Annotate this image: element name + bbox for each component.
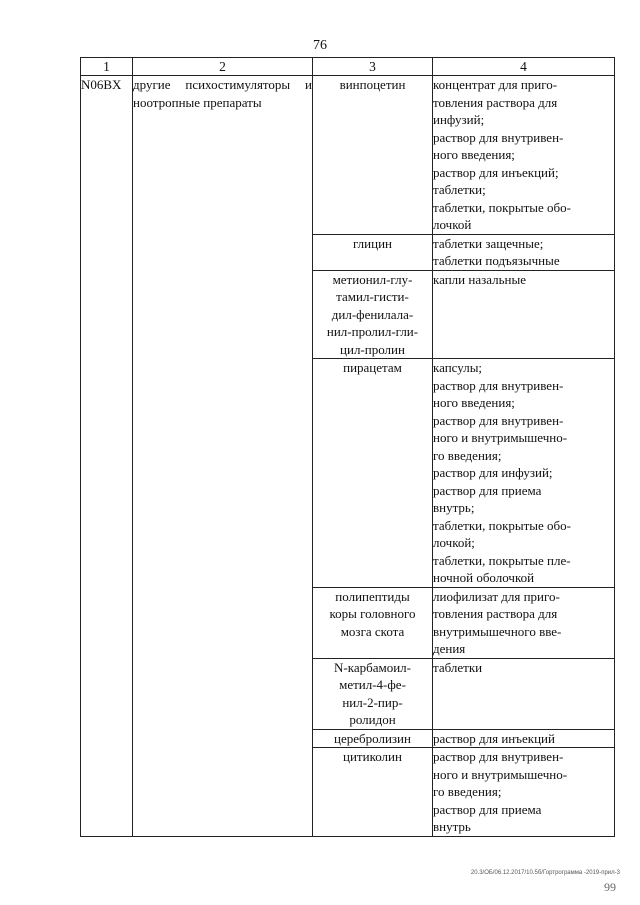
drug-name-line: цил-пролин [340, 341, 405, 357]
dosage-form-line: раствор для приема [433, 801, 542, 817]
drug-name-cell [313, 270, 433, 359]
dosage-form-line: раствор для внутривен- [433, 377, 564, 393]
dosage-form-line: таблетки, покрытые пле- [433, 552, 571, 568]
dosage-form-line: товления раствора для [433, 94, 558, 110]
dosage-form-line: раствор для инъекций; [433, 164, 559, 180]
dosage-form-line: внутрь; [433, 500, 475, 515]
drug-name-cell [313, 729, 433, 748]
table-row [81, 76, 615, 235]
drug-table [80, 57, 615, 837]
dosage-form-line: капсулы; [433, 360, 483, 375]
dosage-form-line: раствор для внутривен- [433, 749, 564, 764]
dosage-form-line: таблетки защечные; [433, 235, 544, 251]
dosage-form-line: таблетки; [433, 182, 486, 197]
drug-name-cell [313, 587, 433, 658]
dosage-form-cell [433, 658, 615, 729]
dosage-form-line: внутримышечного вве- [433, 623, 562, 639]
group-name-cell: другие психостимуляторы и ноотропные препараты [133, 76, 313, 837]
drug-name-line: тамил-гисти- [336, 289, 409, 304]
dosage-form-line: го введения; [433, 447, 502, 463]
column-header: 3 [313, 58, 433, 76]
dosage-form-line: таблетки [433, 659, 483, 675]
dosage-form-line: раствор для внутривен- [433, 129, 564, 145]
dosage-form-line: дения [433, 641, 466, 656]
drug-name-line: метил-4-фе- [339, 677, 406, 692]
dosage-form-line: концентрат для приго- [433, 77, 558, 92]
dosage-form-line: раствор для инъекций [433, 730, 555, 746]
dosage-form-line: ного и внутримышечно- [433, 430, 568, 445]
dosage-form-line: лиофилизат для приго- [433, 588, 560, 604]
drug-name-line: глицин [353, 235, 392, 251]
dosage-form-line: ного введения; [433, 147, 515, 162]
dosage-form-cell [433, 234, 615, 270]
drug-name-line: полипептиды [335, 588, 410, 604]
page-number: 76 [313, 38, 327, 53]
dosage-form-line: инфузий; [433, 112, 485, 127]
drug-name-line: ролидон [349, 712, 396, 727]
column-header: 4 [433, 58, 615, 76]
sheet-number: 99 [604, 880, 616, 894]
atc-code-cell: N06BX [81, 76, 133, 837]
dosage-form-line: раствор для инфузий; [433, 465, 553, 480]
drug-name-line: винпоцетин [339, 77, 406, 92]
drug-name-line: метионил-глу- [332, 271, 413, 287]
dosage-form-cell [433, 748, 615, 837]
drug-name-line: нил-пролил-гли- [326, 324, 419, 339]
dosage-form-line: таблетки, покрытые обо- [433, 517, 571, 533]
dosage-form-line: ного и внутримышечно- [433, 766, 568, 782]
drug-name-cell [313, 234, 433, 270]
drug-name-line: дил-фенилала- [331, 306, 414, 322]
dosage-form-line: товления раствора для [433, 606, 558, 621]
drug-name-line: мозга скота [340, 623, 405, 639]
dosage-form-line: капли назальные [433, 271, 526, 287]
dosage-form-line: таблетки, покрытые обо- [433, 199, 571, 215]
dosage-form-cell [433, 587, 615, 658]
drug-name-cell [313, 76, 433, 235]
dosage-form-line: внутрь [433, 819, 471, 834]
dosage-form-line: лочкой; [433, 535, 475, 550]
dosage-form-line: ного введения; [433, 395, 515, 410]
drug-name-line: коры головного [329, 606, 416, 621]
column-header: 2 [133, 58, 313, 76]
drug-name-cell [313, 748, 433, 837]
drug-name-cell [313, 658, 433, 729]
dosage-form-line: лочкой [433, 217, 472, 232]
dosage-form-line: раствор для внутривен- [433, 412, 564, 428]
drug-name-line: пирацетам [343, 360, 402, 375]
dosage-form-line: раствор для приема [433, 482, 542, 498]
table-header-row [81, 58, 615, 76]
dosage-form-cell [433, 729, 615, 748]
drug-name-line: нил-2-пир- [342, 694, 403, 710]
dosage-form-line: таблетки подъязычные [433, 253, 560, 268]
drug-name-line: N-карбамоил- [334, 659, 411, 675]
dosage-form-cell [433, 76, 615, 235]
dosage-form-cell [433, 359, 615, 588]
dosage-form-line: ночной оболочкой [433, 570, 535, 585]
document-code: 20.3/ОБ/06.12.2017/10.5б/Гортрограмма -2019-прил-3 [470, 870, 620, 876]
drug-name-line: церебролизин [334, 730, 411, 746]
column-header: 1 [81, 58, 133, 76]
dosage-form-line: го введения; [433, 784, 502, 799]
drug-name-line: цитиколин [343, 749, 402, 764]
drug-name-cell [313, 359, 433, 588]
dosage-form-cell [433, 270, 615, 359]
